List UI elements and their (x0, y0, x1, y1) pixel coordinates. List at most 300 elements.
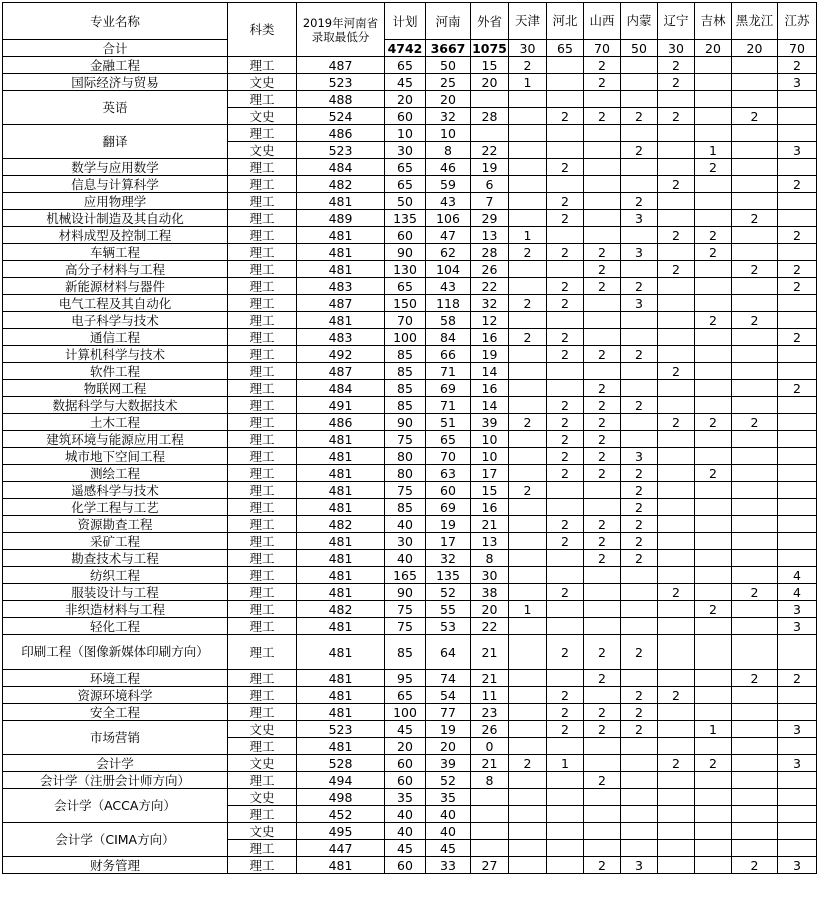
province-cell (658, 244, 695, 261)
province-cell (584, 789, 621, 806)
province-cell: 2 (621, 108, 658, 125)
province-cell (621, 380, 658, 397)
province-cell (778, 772, 817, 789)
major-name: 遥感科学与技术 (3, 482, 228, 499)
province-cell: 2 (509, 329, 547, 346)
province-cell: 2 (621, 397, 658, 414)
province-cell: 2 (732, 312, 778, 329)
province-cell (778, 295, 817, 312)
henan-cell: 35 (426, 789, 471, 806)
province-cell (584, 499, 621, 516)
province-cell (509, 397, 547, 414)
min-score-cell: 481 (297, 857, 385, 874)
henan-cell: 40 (426, 806, 471, 823)
outside-cell: 19 (471, 346, 509, 363)
min-score-cell: 486 (297, 414, 385, 431)
province-cell (695, 329, 732, 346)
category-cell: 理工 (228, 261, 297, 278)
outside-cell: 38 (471, 584, 509, 601)
province-cell: 2 (547, 721, 584, 738)
total-province: 50 (621, 40, 658, 57)
plan-cell: 60 (385, 227, 426, 244)
min-score-cell: 483 (297, 278, 385, 295)
min-score-cell: 481 (297, 312, 385, 329)
henan-cell: 32 (426, 108, 471, 125)
table-row (3, 176, 817, 193)
plan-cell: 135 (385, 210, 426, 227)
province-cell (509, 618, 547, 635)
table-row (3, 516, 817, 533)
province-cell: 2 (547, 448, 584, 465)
province-cell (695, 397, 732, 414)
province-cell (621, 755, 658, 772)
province-cell (732, 567, 778, 584)
province-cell (547, 840, 584, 857)
category-cell: 理工 (228, 57, 297, 74)
province-cell (584, 295, 621, 312)
province-cell (658, 312, 695, 329)
province-cell (778, 346, 817, 363)
total-province: 30 (509, 40, 547, 57)
province-cell: 2 (621, 278, 658, 295)
province-cell (584, 227, 621, 244)
major-name: 数学与应用数学 (3, 159, 228, 176)
category-cell: 理工 (228, 687, 297, 704)
province-cell (621, 312, 658, 329)
province-cell (584, 312, 621, 329)
province-cell (547, 601, 584, 618)
province-cell (584, 618, 621, 635)
province-cell: 3 (621, 857, 658, 874)
outside-cell (471, 840, 509, 857)
province-cell (584, 687, 621, 704)
table-row (3, 363, 817, 380)
min-score-cell: 482 (297, 176, 385, 193)
henan-cell: 40 (426, 823, 471, 840)
major-name: 应用物理学 (3, 193, 228, 210)
province-cell (695, 567, 732, 584)
province-cell (621, 227, 658, 244)
province-cell (695, 448, 732, 465)
province-cell: 2 (547, 346, 584, 363)
table-row (3, 74, 817, 91)
henan-cell: 54 (426, 687, 471, 704)
province-cell (658, 635, 695, 670)
province-cell: 1 (509, 601, 547, 618)
henan-cell: 65 (426, 431, 471, 448)
major-name: 轻化工程 (3, 618, 228, 635)
henan-cell: 71 (426, 363, 471, 380)
henan-cell: 69 (426, 380, 471, 397)
province-cell (509, 516, 547, 533)
province-cell (547, 772, 584, 789)
category-cell: 理工 (228, 857, 297, 874)
province-cell (732, 142, 778, 159)
major-name: 国际经济与贸易 (3, 74, 228, 91)
category-cell: 理工 (228, 278, 297, 295)
henan-cell: 25 (426, 74, 471, 91)
province-cell (732, 448, 778, 465)
province-cell: 3 (621, 295, 658, 312)
province-cell (732, 635, 778, 670)
plan-cell: 75 (385, 431, 426, 448)
province-cell: 3 (621, 210, 658, 227)
province-cell: 2 (584, 550, 621, 567)
table-row (3, 414, 817, 431)
outside-cell: 15 (471, 482, 509, 499)
province-cell: 2 (658, 108, 695, 125)
province-cell (732, 431, 778, 448)
henan-cell: 60 (426, 482, 471, 499)
province-cell (547, 227, 584, 244)
province-cell (778, 687, 817, 704)
plan-cell: 45 (385, 840, 426, 857)
province-cell (509, 533, 547, 550)
province-cell (547, 482, 584, 499)
category-cell: 文史 (228, 108, 297, 125)
major-name: 新能源材料与器件 (3, 278, 228, 295)
outside-cell: 11 (471, 687, 509, 704)
table-body (3, 57, 817, 874)
header-min-score: 2019年河南省录取最低分 (297, 3, 385, 57)
province-cell: 2 (584, 380, 621, 397)
province-cell (547, 550, 584, 567)
province-cell: 2 (658, 74, 695, 91)
province-cell (547, 380, 584, 397)
province-cell (547, 857, 584, 874)
province-cell: 2 (547, 687, 584, 704)
province-cell: 2 (584, 670, 621, 687)
province-cell (509, 635, 547, 670)
province-cell (658, 465, 695, 482)
table-row (3, 550, 817, 567)
province-cell (732, 704, 778, 721)
province-cell (584, 738, 621, 755)
province-cell (658, 499, 695, 516)
category-cell: 文史 (228, 74, 297, 91)
outside-cell: 22 (471, 618, 509, 635)
henan-cell: 104 (426, 261, 471, 278)
total-province: 70 (584, 40, 621, 57)
outside-cell (471, 125, 509, 142)
province-cell (509, 261, 547, 278)
table-header (3, 3, 817, 57)
province-cell (695, 840, 732, 857)
major-name: 资源勘查工程 (3, 516, 228, 533)
min-score-cell: 447 (297, 840, 385, 857)
henan-cell: 46 (426, 159, 471, 176)
province-cell: 2 (547, 244, 584, 261)
category-cell: 理工 (228, 329, 297, 346)
major-name: 印刷工程（图像新媒体印刷方向） (3, 635, 228, 670)
province-cell: 2 (658, 687, 695, 704)
henan-cell: 74 (426, 670, 471, 687)
table-row (3, 244, 817, 261)
table-row (3, 482, 817, 499)
province-cell: 2 (509, 482, 547, 499)
plan-cell: 85 (385, 499, 426, 516)
plan-cell: 90 (385, 584, 426, 601)
province-cell: 2 (509, 755, 547, 772)
plan-cell: 40 (385, 806, 426, 823)
category-cell: 理工 (228, 550, 297, 567)
province-cell (509, 278, 547, 295)
province-cell (509, 704, 547, 721)
major-name: 会计学（ACCA方向） (3, 789, 228, 823)
plan-cell: 65 (385, 176, 426, 193)
province-cell: 2 (584, 278, 621, 295)
province-cell (732, 618, 778, 635)
province-cell: 2 (732, 210, 778, 227)
province-cell (547, 806, 584, 823)
province-cell (621, 601, 658, 618)
min-score-cell: 484 (297, 380, 385, 397)
province-cell (658, 670, 695, 687)
category-cell: 理工 (228, 840, 297, 857)
outside-cell: 22 (471, 278, 509, 295)
category-cell: 理工 (228, 448, 297, 465)
category-cell: 理工 (228, 176, 297, 193)
province-cell: 2 (621, 704, 658, 721)
plan-cell: 40 (385, 550, 426, 567)
province-cell (695, 584, 732, 601)
province-cell: 2 (509, 57, 547, 74)
province-cell (509, 687, 547, 704)
province-cell: 2 (732, 108, 778, 125)
henan-cell: 50 (426, 57, 471, 74)
outside-cell (471, 789, 509, 806)
table-row (3, 721, 817, 738)
plan-cell: 100 (385, 329, 426, 346)
province-cell (621, 91, 658, 108)
category-cell: 理工 (228, 635, 297, 670)
major-name: 纺织工程 (3, 567, 228, 584)
province-cell: 2 (547, 329, 584, 346)
province-cell (658, 601, 695, 618)
outside-cell: 16 (471, 329, 509, 346)
province-cell (509, 91, 547, 108)
min-score-cell: 481 (297, 465, 385, 482)
province-cell (695, 618, 732, 635)
province-cell (584, 210, 621, 227)
outside-cell: 20 (471, 601, 509, 618)
plan-cell: 30 (385, 142, 426, 159)
category-cell: 理工 (228, 516, 297, 533)
province-cell (732, 397, 778, 414)
outside-cell: 20 (471, 74, 509, 91)
plan-cell: 85 (385, 380, 426, 397)
province-cell: 2 (584, 516, 621, 533)
province-cell (509, 738, 547, 755)
province-cell (695, 91, 732, 108)
min-score-cell: 481 (297, 499, 385, 516)
province-cell (778, 312, 817, 329)
major-name: 英语 (3, 91, 228, 125)
province-cell: 2 (621, 550, 658, 567)
province-cell (732, 516, 778, 533)
province-cell: 2 (584, 772, 621, 789)
henan-cell: 71 (426, 397, 471, 414)
henan-cell: 62 (426, 244, 471, 261)
min-score-cell: 481 (297, 670, 385, 687)
province-cell (621, 414, 658, 431)
province-cell: 2 (584, 74, 621, 91)
province-cell: 3 (778, 74, 817, 91)
province-cell (621, 261, 658, 278)
province-cell (621, 159, 658, 176)
min-score-cell: 481 (297, 244, 385, 261)
province-cell (695, 74, 732, 91)
outside-cell: 8 (471, 550, 509, 567)
category-cell: 理工 (228, 772, 297, 789)
province-cell (509, 567, 547, 584)
province-cell (732, 295, 778, 312)
henan-cell: 118 (426, 295, 471, 312)
province-cell (509, 584, 547, 601)
min-score-cell: 481 (297, 618, 385, 635)
outside-cell: 21 (471, 635, 509, 670)
plan-cell: 60 (385, 755, 426, 772)
province-cell (509, 550, 547, 567)
total-outside: 1075 (472, 40, 507, 56)
plan-cell: 65 (385, 159, 426, 176)
province-cell (732, 346, 778, 363)
admission-plan-table (2, 2, 817, 874)
min-score-cell: 481 (297, 482, 385, 499)
major-name: 采矿工程 (3, 533, 228, 550)
table-row (3, 670, 817, 687)
province-cell (695, 823, 732, 840)
henan-cell: 19 (426, 516, 471, 533)
province-cell (584, 193, 621, 210)
province-cell: 2 (621, 635, 658, 670)
outside-cell: 32 (471, 295, 509, 312)
province-cell: 2 (732, 857, 778, 874)
major-name: 会计学 (3, 755, 228, 772)
province-cell: 2 (658, 363, 695, 380)
min-score-cell: 481 (297, 227, 385, 244)
henan-cell: 84 (426, 329, 471, 346)
province-cell: 2 (778, 176, 817, 193)
min-score-cell: 523 (297, 74, 385, 91)
province-cell: 2 (695, 159, 732, 176)
category-cell: 理工 (228, 295, 297, 312)
min-score-cell: 494 (297, 772, 385, 789)
outside-cell: 14 (471, 397, 509, 414)
plan-cell: 85 (385, 346, 426, 363)
province-cell (621, 618, 658, 635)
outside-cell: 26 (471, 721, 509, 738)
min-score-cell: 481 (297, 193, 385, 210)
total-province: 20 (695, 40, 732, 57)
plan-cell: 30 (385, 533, 426, 550)
province-cell: 2 (584, 465, 621, 482)
province-cell (778, 244, 817, 261)
province-cell: 2 (584, 108, 621, 125)
major-name: 资源环境科学 (3, 687, 228, 704)
province-cell (509, 670, 547, 687)
table-row (3, 704, 817, 721)
total-label: 合计 (3, 40, 228, 57)
henan-cell: 17 (426, 533, 471, 550)
province-cell (584, 142, 621, 159)
min-score-cell: 482 (297, 516, 385, 533)
province-cell (695, 363, 732, 380)
henan-cell: 32 (426, 550, 471, 567)
province-cell (732, 74, 778, 91)
plan-cell: 85 (385, 397, 426, 414)
henan-cell: 10 (426, 125, 471, 142)
category-cell: 理工 (228, 584, 297, 601)
major-name: 通信工程 (3, 329, 228, 346)
plan-cell: 20 (385, 738, 426, 755)
province-cell (621, 806, 658, 823)
province-cell: 2 (547, 431, 584, 448)
province-cell (778, 738, 817, 755)
header-province-jilin: 吉林 (695, 3, 732, 40)
province-cell (695, 482, 732, 499)
province-cell (658, 550, 695, 567)
province-cell (509, 125, 547, 142)
plan-cell: 40 (385, 516, 426, 533)
province-cell: 2 (695, 312, 732, 329)
province-cell (547, 176, 584, 193)
province-cell (732, 465, 778, 482)
province-cell (732, 755, 778, 772)
header-outside: 外省 (471, 3, 509, 40)
province-cell (658, 704, 695, 721)
category-cell: 理工 (228, 499, 297, 516)
henan-cell: 20 (426, 91, 471, 108)
min-score-cell: 484 (297, 159, 385, 176)
min-score-cell: 487 (297, 363, 385, 380)
table-row (3, 227, 817, 244)
plan-cell: 65 (385, 687, 426, 704)
province-cell: 2 (584, 414, 621, 431)
province-cell (509, 431, 547, 448)
header-henan: 河南 (426, 3, 471, 40)
province-cell (547, 670, 584, 687)
category-cell: 理工 (228, 380, 297, 397)
province-cell: 2 (547, 210, 584, 227)
province-cell: 1 (509, 227, 547, 244)
province-cell: 3 (621, 448, 658, 465)
outside-cell: 0 (471, 738, 509, 755)
province-cell (695, 533, 732, 550)
outside-cell: 16 (471, 499, 509, 516)
province-cell: 2 (584, 857, 621, 874)
province-cell (621, 670, 658, 687)
major-name: 数据科学与大数据技术 (3, 397, 228, 414)
header-province-jiangsu: 江苏 (778, 3, 817, 40)
plan-cell: 60 (385, 772, 426, 789)
plan-cell: 60 (385, 108, 426, 125)
henan-cell: 135 (426, 567, 471, 584)
outside-cell (471, 806, 509, 823)
province-cell (778, 108, 817, 125)
plan-cell: 40 (385, 823, 426, 840)
category-cell: 文史 (228, 755, 297, 772)
province-cell (658, 193, 695, 210)
outside-cell: 30 (471, 567, 509, 584)
province-cell (621, 789, 658, 806)
major-name: 安全工程 (3, 704, 228, 721)
min-score-cell: 481 (297, 533, 385, 550)
province-cell (658, 721, 695, 738)
henan-cell: 19 (426, 721, 471, 738)
province-cell (621, 772, 658, 789)
header-province-tianjin: 天津 (509, 3, 547, 40)
